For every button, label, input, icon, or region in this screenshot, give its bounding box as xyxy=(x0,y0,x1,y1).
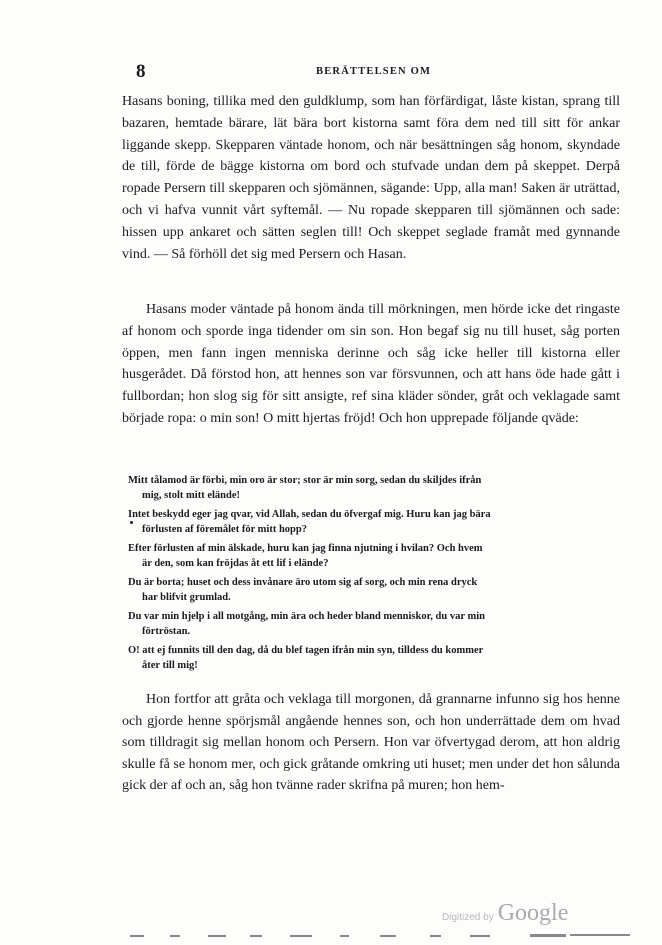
poem-verse-line: Du är borta; huset och dess invånare äro utom sig af sorg, och min rena dryck xyxy=(128,577,478,588)
poem-verse-line: Du var min hjelp i all motgång, min ära och heder bland menniskor, du var min xyxy=(128,611,485,622)
google-logo: Google xyxy=(497,900,569,926)
poem-verse-line: Mitt tålamod är förbi, min oro är stor; stor är min sorg, sedan du skiljdes ifrån xyxy=(128,475,482,486)
poem-verse-line: Efter förlusten af min älskade, huru kan jag finna njutning i hvilan? Och hvem xyxy=(128,543,483,554)
page-number: 8 xyxy=(136,61,146,82)
poem-verse-continuation: är den, som kan fröjdas åt ett lif i elände? xyxy=(142,557,329,569)
poem-verse xyxy=(128,474,620,503)
poem-verse-line: O! att ej funnits till den dag, då du blef tagen ifrån min syn, tilldess du kommer xyxy=(128,645,484,656)
poem-verse xyxy=(128,508,620,537)
digitized-watermark xyxy=(442,900,568,927)
poem-verse-continuation: förtröstan. xyxy=(142,625,191,637)
poem-verse-continuation: förlusten af föremålet för mitt hopp? xyxy=(142,523,307,535)
watermark-prefix: Digitized by xyxy=(442,912,494,923)
poem xyxy=(128,474,620,678)
poem-verse xyxy=(128,644,620,673)
paragraph-1: Hasans boning, tillika med den guldklump, som han förfärdigat, låste kistan, sprang till bazaren, hemtade bärare, lät bära bort kistorna samt föra dem ned till sitt för ankar liggande skepp. Skepparen väntade honom, och när besättningen såg honom, skyndade de till, förde de bägge kistorna om bord och stufvade undan dem på skeppet. Derpå ropade Persern till skepparen och sjömännen, sägande: Upp, alla man! Saken är uträttad, och vi hafva vunnit vårt syftemål. — Nu ropade skepparen till sjömännen och sade: hissen upp ankaret och sätten seglen till! Och skeppet seglade framåt med gynnande vind. — Så förhöll det sig med Persern och Hasan. xyxy=(122,94,620,262)
scan-edge-noise xyxy=(130,934,630,938)
poem-verse-continuation: mig, stolt mitt elände! xyxy=(142,489,240,501)
poem-verse-continuation: har blifvit grumlad. xyxy=(142,591,231,603)
poem-verse-continuation: åter till mig! xyxy=(142,659,198,671)
paragraph-2: Hasans moder väntade på honom ända till mörkningen, men hörde icke det ringaste af honom och sporde inga tidender om sin son. Hon begaf sig nu till huset, såg porten öppen, men fann ingen menniska derinne och såg icke heller till kistorna eller husgerådet. Då förstod hon, att hennes son var försvunnen, och att hans öde hade gått i fullbordan; hon slog sig för sitt ansigte, ref sina kläder sönder, gråt och veklagade samt började ropa: o min son! O mitt hjertas fröjd! Och hon upprepade följande qväde: xyxy=(122,302,620,426)
poem-verse xyxy=(128,576,620,605)
poem-verse xyxy=(128,542,620,571)
poem-verse xyxy=(128,610,620,639)
running-head: BERÄTTELSEN OM xyxy=(316,66,432,77)
paragraph-3: Hon fortfor att gråta och veklaga till morgonen, då grannarne infunno sig hos henne och gjorde henne spörjsmål angående hennes son, och hon underrättade dem om hvad som tilldragit sig mellan honom och Persern. Hon var öfvertygad derom, att hon aldrig skulle få se honom mer, och gick gråtande omkring uti huset; men under det hon sålunda gick der af och an, såg hon tvänne rader skrifna på muren; hon hem- xyxy=(122,692,620,794)
poem-verse-line: Intet beskydd eger jag qvar, vid Allah, sedan du öfvergaf mig. Huru kan jag bära xyxy=(128,509,491,520)
